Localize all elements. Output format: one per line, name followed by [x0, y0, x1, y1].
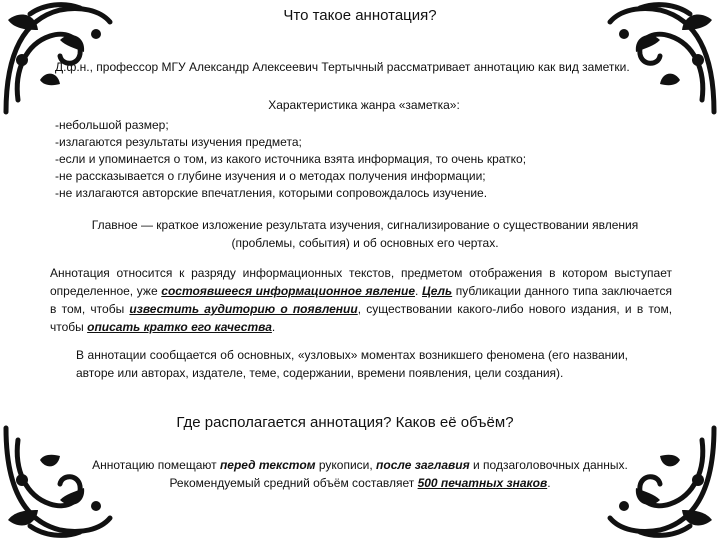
emphasis-text: описать кратко его качества — [87, 320, 272, 334]
text-run: , существовании какого-либо нового издания, и в том, чтобы — [50, 302, 673, 334]
emphasis-text: перед текстом — [219, 458, 316, 472]
text-run: . — [415, 284, 422, 298]
text-run: . — [547, 476, 551, 490]
emphasis-text: 500 печатных знаков — [417, 476, 548, 490]
question-heading: Где располагается аннотация? Каков её объём? — [176, 414, 514, 431]
annotation-definition-paragraph — [50, 264, 672, 336]
intro-paragraph: Д.ф.н., профессор МГУ Александр Алексеевич Тертычный рассматривает аннотацию как вид заметки. — [55, 60, 630, 74]
list-item: -излагаются результаты изучения предмета; — [55, 135, 302, 149]
main-summary-paragraph: Главное — краткое изложение результата изучения, сигнализирование о существовании явления (проблемы, события) и об основных его чертах. — [91, 218, 639, 250]
list-item: -небольшой размер; — [55, 118, 169, 132]
emphasis-text: известить аудиторию о появлении — [129, 302, 358, 316]
text-run: Аннотацию помещают — [92, 458, 220, 472]
list-item: -не излагаются авторские впечатления, которыми сопровождалось изучение. — [55, 186, 488, 200]
list-item: -если и упоминается о том, из какого источника взята информация, то очень кратко; — [55, 152, 527, 166]
annotation-content-paragraph: В аннотации сообщается об основных, «узловых» моментах возникшего феномена (его названии, авторе или авторах, издателе, теме, содержании, времени появления, цели создания). — [76, 348, 628, 380]
list-item: -не рассказывается о глубине изучения и о методах получения информации; — [55, 169, 486, 183]
emphasis-text: состоявшееся информационное явление — [161, 284, 415, 298]
emphasis-text: Цель — [421, 284, 453, 298]
text-run: Рекомендуемый средний объём составляет — [169, 476, 418, 490]
slide-title: Что такое аннотация? — [283, 7, 437, 24]
emphasis-text: после заглавия — [376, 458, 470, 472]
placement-paragraph — [40, 456, 680, 492]
text-run: рукописи, — [315, 458, 377, 472]
characteristics-title: Характеристика жанра «заметка»: — [268, 98, 460, 112]
text-run: публикации данного типа заключается в том, чтобы — [50, 284, 672, 316]
text-run: Аннотация относится к разряду информационных текстов, предметом отображения в котором выступает определенное, уже — [50, 266, 672, 298]
text-run: и подзаголовочных данных. — [469, 458, 628, 472]
text-run: . — [271, 320, 276, 334]
characteristics-list — [55, 117, 673, 202]
